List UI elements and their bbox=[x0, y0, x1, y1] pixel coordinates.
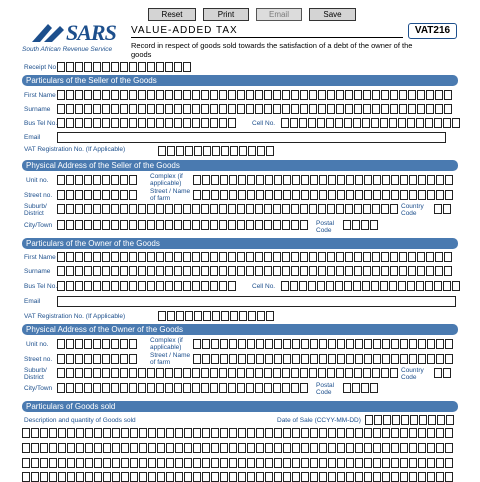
seller-surname-label: Surname bbox=[24, 106, 51, 113]
owner-postal-label: Postal Code bbox=[316, 382, 335, 396]
seller-country-label: Country Code bbox=[401, 203, 424, 217]
goods-row-4[interactable] bbox=[22, 472, 454, 482]
seller-complex-input[interactable] bbox=[193, 175, 454, 185]
form-code-badge: VAT216 bbox=[408, 23, 457, 39]
reset-button[interactable]: Reset bbox=[148, 8, 196, 21]
owner-street-input[interactable] bbox=[193, 354, 454, 364]
owner-country-input[interactable] bbox=[434, 368, 452, 378]
owner-vat-input[interactable] bbox=[158, 311, 275, 321]
owner-surname-label: Surname bbox=[24, 268, 51, 275]
owner-surname-input[interactable] bbox=[57, 266, 453, 276]
seller-postal-label: Postal Code bbox=[316, 220, 335, 234]
seller-surname-input[interactable] bbox=[57, 104, 453, 114]
owner-unit-label: Unit no. bbox=[26, 341, 49, 348]
seller-street-label: Street / Name of farm bbox=[150, 188, 191, 202]
goods-row-3[interactable] bbox=[22, 458, 454, 468]
seller-postal-input[interactable] bbox=[343, 220, 379, 230]
receipt-label: Receipt No bbox=[24, 64, 57, 71]
save-button[interactable]: Save bbox=[309, 8, 356, 21]
seller-first-name-input[interactable] bbox=[57, 90, 453, 100]
section-owner-address: Physical Address of the Owner of the Goods bbox=[22, 324, 458, 335]
title-underline bbox=[131, 37, 403, 38]
goods-date-label: Date of Sale (CCYY-MM-DD) bbox=[277, 417, 361, 424]
seller-first-name-label: First Name bbox=[24, 92, 56, 99]
receipt-number-input[interactable] bbox=[57, 62, 192, 72]
seller-city-input[interactable] bbox=[57, 220, 309, 230]
owner-suburb-label: Suburb/ District bbox=[24, 367, 47, 381]
seller-country-input[interactable] bbox=[434, 204, 452, 214]
owner-cell-input[interactable] bbox=[281, 281, 461, 291]
goods-description-label: Description and quantity of Goods sold bbox=[24, 417, 136, 424]
seller-unit-label: Unit no. bbox=[26, 177, 49, 184]
owner-city-input[interactable] bbox=[57, 383, 309, 393]
owner-cell-label: Cell No. bbox=[252, 283, 276, 290]
seller-email-label: Email bbox=[24, 134, 41, 141]
owner-country-label: Country Code bbox=[401, 367, 424, 381]
owner-first-name-input[interactable] bbox=[57, 252, 453, 262]
seller-street-no-label: Street no. bbox=[24, 192, 53, 199]
seller-suburb-label: Suburb/ District bbox=[24, 203, 47, 217]
seller-cell-input[interactable] bbox=[281, 118, 461, 128]
sars-emblem-icon bbox=[30, 22, 70, 44]
seller-vat-label: VAT Registration No. (If Applicable) bbox=[24, 146, 126, 153]
form-subtitle: Record in respect of goods sold towards the satisfaction of a debt of the owner of the goods bbox=[131, 41, 413, 59]
owner-complex-input[interactable] bbox=[193, 339, 454, 349]
seller-unit-input[interactable] bbox=[57, 175, 138, 185]
seller-email-input[interactable] bbox=[57, 132, 446, 143]
seller-bus-tel-label: Bus Tel No. bbox=[24, 120, 58, 127]
seller-bus-tel-input[interactable] bbox=[57, 118, 237, 128]
owner-city-label: City/Town bbox=[24, 385, 53, 392]
logo-wordmark: SARS bbox=[66, 20, 116, 45]
section-owner: Particulars of the Owner of the Goods bbox=[22, 238, 458, 249]
email-button[interactable]: Email bbox=[256, 8, 302, 21]
org-name: South African Revenue Service bbox=[22, 46, 113, 53]
owner-bus-tel-label: Bus Tel No. bbox=[24, 283, 58, 290]
seller-city-label: City/Town bbox=[24, 222, 53, 229]
seller-suburb-input[interactable] bbox=[57, 204, 399, 214]
goods-row-1[interactable] bbox=[22, 428, 454, 438]
owner-bus-tel-input[interactable] bbox=[57, 281, 237, 291]
owner-email-label: Email bbox=[24, 298, 41, 305]
goods-date-input[interactable] bbox=[365, 415, 455, 425]
goods-row-2[interactable] bbox=[22, 443, 454, 453]
owner-first-name-label: First Name bbox=[24, 254, 56, 261]
seller-street-no-input[interactable] bbox=[57, 190, 138, 200]
owner-complex-label: Complex (if applicable) bbox=[150, 337, 183, 351]
seller-street-input[interactable] bbox=[193, 190, 454, 200]
owner-street-label: Street / Name of farm bbox=[150, 352, 191, 366]
section-seller: Particulars of the Seller of the Goods bbox=[22, 75, 458, 86]
owner-postal-input[interactable] bbox=[343, 383, 379, 393]
section-goods: Particulars of Goods sold bbox=[22, 401, 458, 412]
owner-suburb-input[interactable] bbox=[57, 368, 399, 378]
form-title: VALUE-ADDED TAX bbox=[131, 25, 238, 36]
owner-vat-label: VAT Registration No. (If Applicable) bbox=[24, 313, 126, 320]
seller-vat-input[interactable] bbox=[158, 146, 275, 156]
owner-street-no-input[interactable] bbox=[57, 354, 138, 364]
owner-unit-input[interactable] bbox=[57, 339, 138, 349]
owner-street-no-label: Street no. bbox=[24, 356, 53, 363]
print-button[interactable]: Print bbox=[203, 8, 249, 21]
seller-complex-label: Complex (if applicable) bbox=[150, 173, 183, 187]
sars-logo bbox=[22, 20, 132, 60]
owner-email-input[interactable] bbox=[57, 296, 456, 307]
seller-cell-label: Cell No. bbox=[252, 120, 276, 127]
section-seller-address: Physical Address of the Seller of the Goods bbox=[22, 160, 458, 171]
